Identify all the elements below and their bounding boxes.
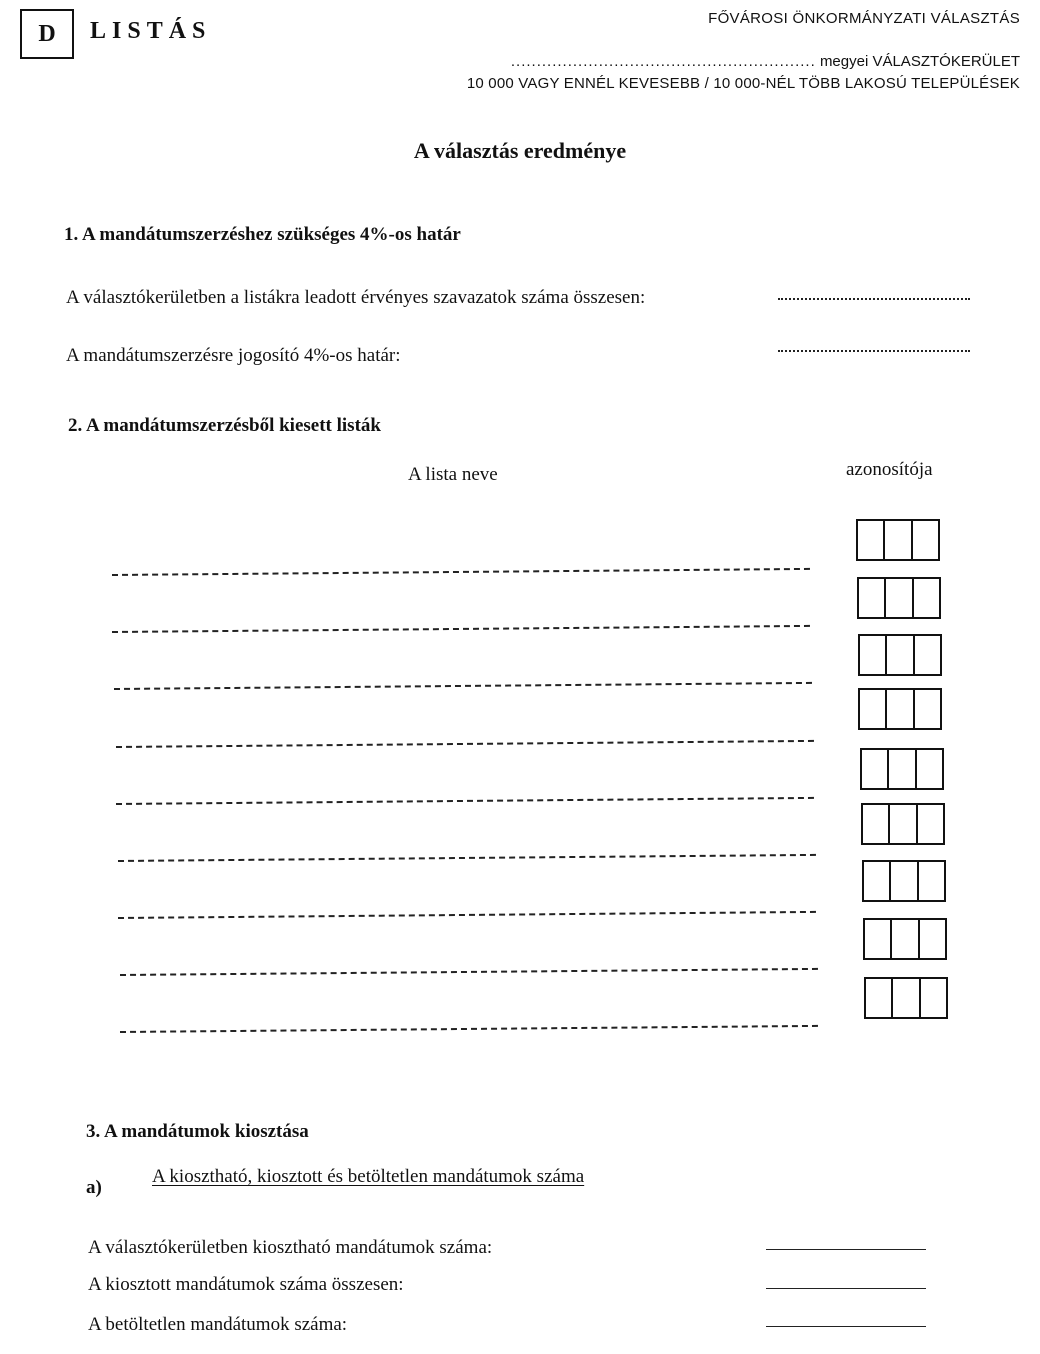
form-letter-badge: D	[20, 9, 74, 59]
unfilled-mandates-label: A betöltetlen mandátumok száma:	[88, 1314, 348, 1335]
section-2-heading: 2. A mandátumszerzésből kiesett listák	[68, 415, 381, 436]
list-name-line-5[interactable]	[116, 797, 814, 805]
page-title: A választás eredménye	[413, 138, 627, 163]
list-id-box[interactable]	[856, 519, 940, 561]
list-id-box[interactable]	[858, 688, 942, 730]
list-id-box[interactable]	[864, 977, 948, 1019]
section-1-heading: 1. A mandátumszerzéshez szükséges 4%-os határ	[64, 224, 461, 245]
list-name-line-9[interactable]	[120, 1025, 818, 1033]
list-id-box[interactable]	[860, 748, 944, 790]
list-id-box[interactable]	[858, 634, 942, 676]
allocated-mandates-field[interactable]	[766, 1288, 926, 1289]
allocatable-mandates-field[interactable]	[766, 1249, 926, 1250]
district-label: megyei VÁLASZTÓKERÜLET	[819, 53, 1020, 70]
form-type-label: LISTÁS	[90, 18, 212, 44]
valid-votes-label: A választókerületben a listákra leadott érvényes szavazatok száma összesen:	[66, 287, 646, 308]
list-id-box[interactable]	[861, 803, 945, 845]
list-id-column-header: azonosítója	[846, 459, 933, 480]
list-name-line-8[interactable]	[120, 968, 818, 976]
list-id-box[interactable]	[862, 860, 946, 902]
allocatable-mandates-label: A választókerületben kiosztható mandátumok száma:	[88, 1237, 493, 1258]
section-3-heading: 3. A mandátumok kiosztása	[86, 1121, 309, 1142]
threshold-field[interactable]	[778, 350, 970, 352]
threshold-label: A mandátumszerzésre jogosító 4%-os határ:	[66, 345, 401, 366]
list-id-box[interactable]	[857, 577, 941, 619]
list-id-box[interactable]	[863, 918, 947, 960]
settlement-category: 10 000 VAGY ENNÉL KEVESEBB / 10 000-NÉL TÖBB LAKOSÚ TELEPÜLÉSEK	[466, 75, 1020, 92]
list-name-line-7[interactable]	[118, 911, 816, 919]
district-dots[interactable]: ...........................................................	[510, 53, 816, 70]
unfilled-mandates-field[interactable]	[766, 1326, 926, 1327]
election-title: FŐVÁROSI ÖNKORMÁNYZATI VÁLASZTÁS	[708, 10, 1020, 27]
subsection-a-heading: A kiosztható, kiosztott és betöltetlen mandátumok száma	[152, 1166, 585, 1187]
district-line	[511, 53, 1020, 70]
list-name-column-header: A lista neve	[408, 464, 498, 485]
allocated-mandates-label: A kiosztott mandátumok száma összesen:	[88, 1274, 404, 1295]
list-name-line-6[interactable]	[118, 854, 816, 862]
list-name-line-3[interactable]	[114, 682, 812, 690]
list-name-line-4[interactable]	[116, 740, 814, 748]
list-name-line-2[interactable]	[112, 625, 810, 633]
subsection-letter: a)	[86, 1177, 102, 1198]
list-name-line-1[interactable]	[112, 568, 810, 576]
valid-votes-field[interactable]	[778, 298, 970, 300]
